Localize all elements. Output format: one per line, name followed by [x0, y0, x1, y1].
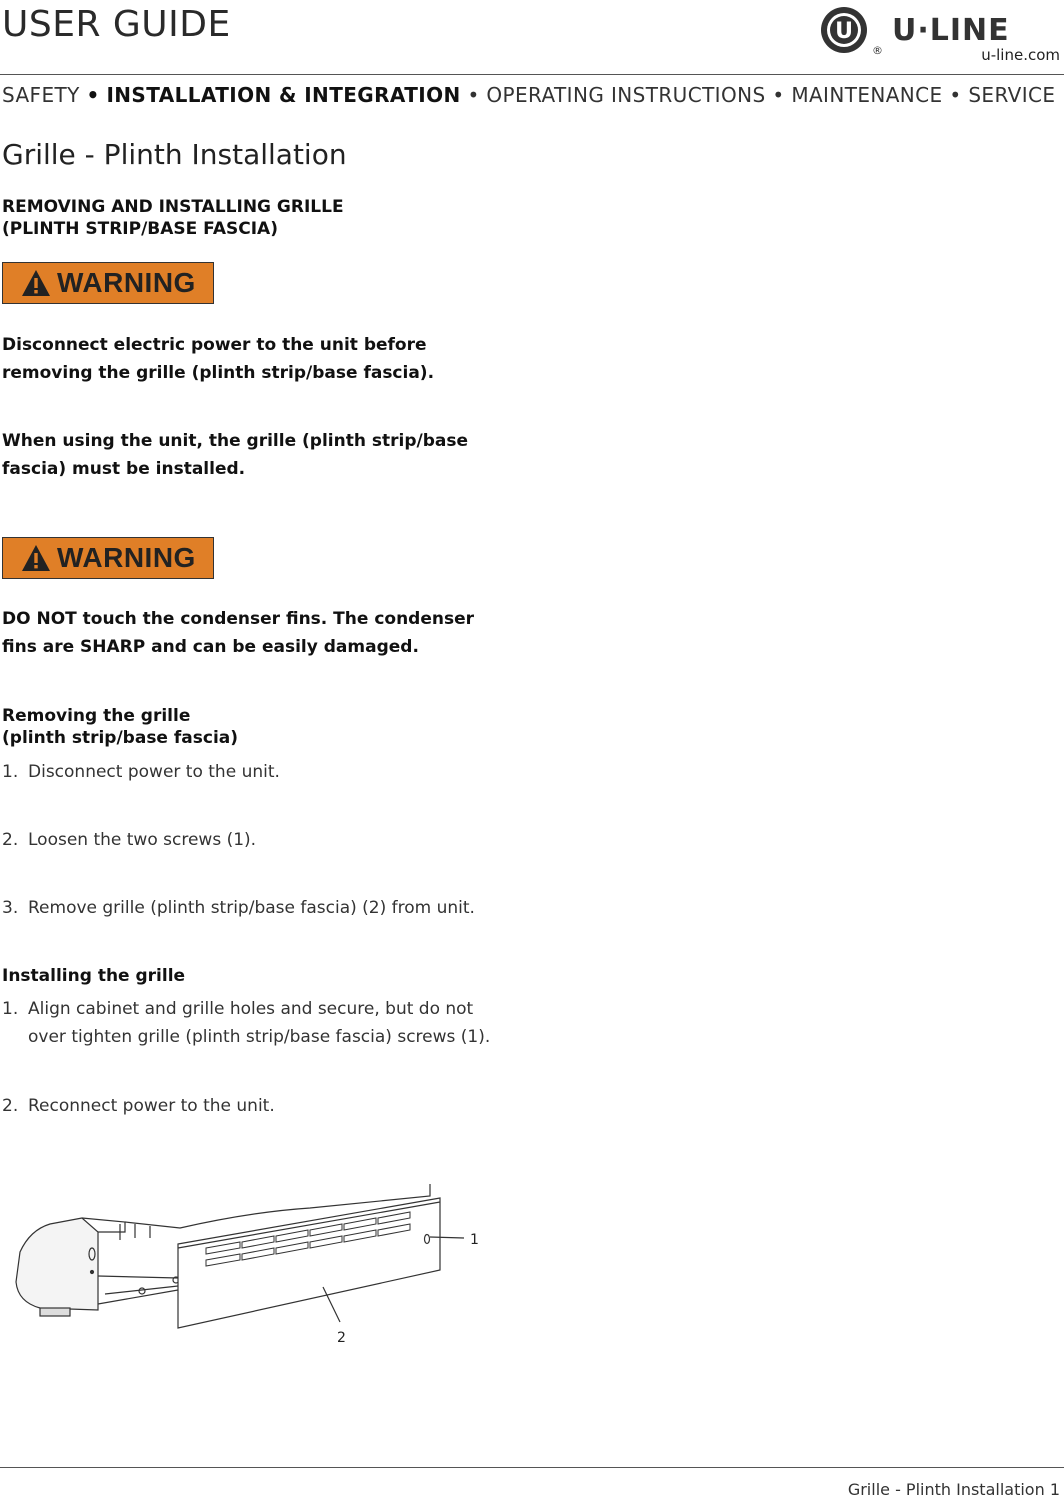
removing-heading-line1: Removing the grille	[2, 706, 191, 726]
section-heading	[2, 196, 344, 240]
nav-separator: •	[467, 83, 480, 107]
step-text: Remove grille (plinth strip/base fascia) (2) from unit.	[28, 898, 475, 918]
warning-text: When using the unit, the grille (plinth strip/base fascia) must be installed.	[2, 431, 468, 479]
warning-triangle-icon	[21, 269, 51, 297]
step-text: Disconnect power to the unit.	[28, 762, 280, 782]
list-item	[2, 894, 498, 922]
list-item	[2, 758, 498, 786]
nav-item-service: SERVICE	[968, 83, 1056, 107]
nav-item-maintenance: MAINTENANCE	[791, 83, 943, 107]
callout-2-label: 2	[337, 1330, 346, 1346]
section-heading-line2: (PLINTH STRIP/BASE FASCIA)	[2, 219, 278, 239]
warning-badge	[2, 262, 214, 304]
warning-label: WARNING	[57, 542, 196, 573]
step-number: 1.	[2, 999, 19, 1019]
footer-divider	[0, 1467, 1064, 1468]
page-title: Grille - Plinth Installation	[2, 138, 347, 171]
nav-item-safety: SAFETY	[2, 83, 80, 107]
step-number: 2.	[2, 830, 19, 850]
nav-item-operating: OPERATING INSTRUCTIONS	[486, 83, 766, 107]
header-divider	[0, 74, 1064, 75]
nav-separator: •	[949, 83, 962, 107]
step-text: Reconnect power to the unit.	[28, 1096, 275, 1116]
installing-heading: Installing the grille	[2, 966, 186, 986]
page-footer: Grille - Plinth Installation 1	[847, 1480, 1060, 1499]
list-item	[2, 826, 498, 854]
warning-label: WARNING	[57, 267, 196, 298]
list-item	[2, 1092, 498, 1120]
nav-separator: •	[772, 83, 785, 107]
warning-triangle-icon	[21, 544, 51, 572]
registered-mark: ®	[872, 44, 883, 57]
removing-heading-line2: (plinth strip/base fascia)	[2, 728, 239, 748]
section-heading-line1: REMOVING AND INSTALLING GRILLE	[2, 197, 344, 217]
warning-text: Disconnect electric power to the unit before removing the grille (plinth strip/base fascia).	[2, 335, 435, 383]
step-text: Loosen the two screws (1).	[28, 830, 257, 850]
removing-heading	[2, 705, 238, 749]
warning-text: DO NOT touch the condenser fins. The condenser fins are SHARP and can be easily damaged.	[2, 609, 475, 657]
callout-1-label: 1	[470, 1232, 479, 1248]
step-number: 1.	[2, 762, 19, 782]
brand-wordmark: U·LINE	[892, 13, 1010, 48]
nav-separator: •	[86, 83, 100, 107]
step-number: 2.	[2, 1096, 19, 1116]
list-item	[2, 995, 498, 1051]
grille-diagram	[10, 1172, 500, 1352]
nav-item-installation: INSTALLATION & INTEGRATION	[106, 83, 461, 107]
step-number: 3.	[2, 898, 19, 918]
section-nav	[2, 83, 1055, 107]
warning-badge	[2, 537, 214, 579]
guide-title: USER GUIDE	[2, 4, 231, 45]
step-text: Align cabinet and grille holes and secure, but do not over tighten grille (plinth strip/base fascia) screws (1).	[28, 999, 491, 1047]
svg-text:U: U	[835, 19, 853, 44]
brand-url: u-line.com	[981, 46, 1060, 64]
